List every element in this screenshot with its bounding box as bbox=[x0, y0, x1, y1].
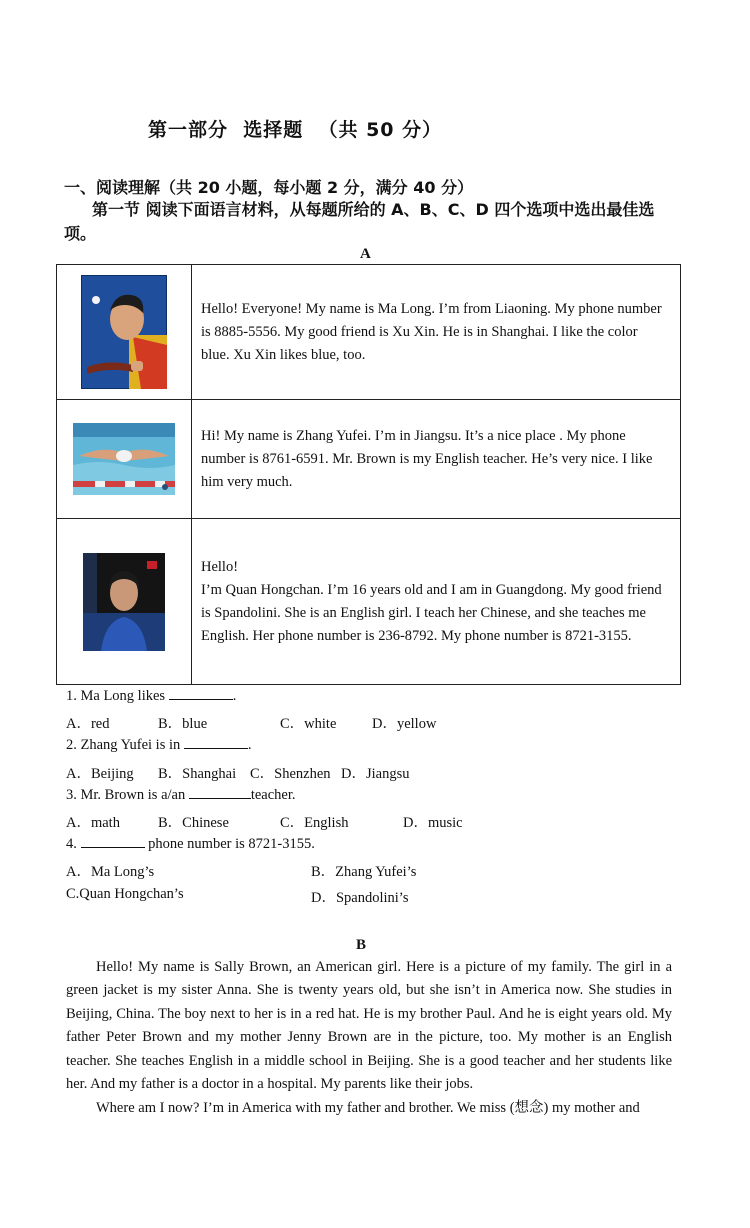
ma-long-text: Hello! Everyone! My name is Ma Long. I’m from Liaoning. My phone number is 8885-5556. My good friend is Xu Xin. He is in Shanghai. I like the color blue. Xu Xin likes blue, too. bbox=[201, 300, 662, 363]
ma-long-photo bbox=[81, 275, 167, 389]
q2-option-c: C．Shenzhen bbox=[250, 766, 331, 782]
q3-option-c: C．English bbox=[280, 815, 349, 831]
passage-b-paragraph-1: Hello! My name is Sally Brown, an American girl. Here is a picture of my family. The girl in a green jacket is my sister Anna. She is twenty years old, but she isn’t in America now. She studies in Beijing, China. The boy next to her is in a red hat. He is my brother Paul. And he is eight years old. My father Peter Brown and my mother Jenny Brown are in the picture, too. My mother is an English teacher. She teaches English in a middle school in Beijing. She is a good teacher and her students like her. And my father is a doctor in a hospital. My parents like their jobs. bbox=[66, 959, 672, 1093]
quan-hongchan-photo bbox=[83, 553, 165, 651]
q4-option-b: B．Zhang Yufei’s bbox=[311, 864, 417, 880]
profile-table bbox=[56, 264, 681, 685]
q1-option-a: A．red bbox=[66, 716, 110, 732]
photo-cell bbox=[57, 400, 192, 519]
photo-cell bbox=[57, 265, 192, 400]
q3-option-a: A．math bbox=[66, 815, 120, 831]
profile-row-zhang-yufei bbox=[57, 400, 681, 519]
question-2: 2. Zhang Yufei is in . bbox=[66, 737, 252, 753]
question-1: 1. Ma Long likes . bbox=[66, 688, 237, 704]
q1-option-d: D．yellow bbox=[372, 716, 437, 732]
q2-option-b: B．Shanghai bbox=[158, 766, 237, 782]
q3-option-b: B．Chinese bbox=[158, 815, 229, 831]
q1-option-c: C．white bbox=[280, 716, 337, 732]
q4-option-d: D．Spandolini’s bbox=[311, 890, 409, 906]
subsection-title: 第一节 阅读下面语言材料，从每题所给的 A、B、C、D 四个选项中选出最佳选项。 bbox=[64, 200, 655, 243]
question-3: 3. Mr. Brown is a/an teacher. bbox=[66, 787, 296, 803]
q3-option-d: D．music bbox=[403, 815, 463, 831]
q2-option-d: D．Jiangsu bbox=[341, 766, 410, 782]
photo-cell bbox=[57, 519, 192, 685]
quan-hongchan-greeting: Hello! bbox=[201, 558, 239, 575]
answer-blank bbox=[169, 699, 233, 700]
passage-b-label: B bbox=[356, 937, 367, 953]
passage-a-label: A bbox=[360, 246, 371, 262]
q4-option-c: C.Quan Hongchan’s bbox=[66, 886, 184, 902]
profile-text-cell bbox=[192, 519, 681, 685]
q4-option-a: A．Ma Long’s bbox=[66, 864, 155, 880]
answer-blank bbox=[184, 748, 248, 749]
section-title: 一、阅读理解（共 20 小题，每小题 2 分，满分 40 分） bbox=[64, 178, 474, 197]
profile-text-cell bbox=[192, 265, 681, 400]
answer-blank bbox=[81, 847, 145, 848]
q2-option-a: A．Beijing bbox=[66, 766, 134, 782]
zhang-yufei-photo bbox=[73, 423, 175, 495]
profile-row-ma-long bbox=[57, 265, 681, 400]
passage-b-paragraph-2: Where am I now? I’m in America with my father and brother. We miss (想念) my mother and bbox=[96, 1100, 640, 1116]
quan-hongchan-text: I’m Quan Hongchan. I’m 16 years old and I am in Guangdong. My good friend is Spandolini. She is an English girl. I teach her Chinese, and she teaches me English. Her phone number is 236-8792. My phone number is 8721-3155. bbox=[201, 581, 662, 644]
profile-text-cell bbox=[192, 400, 681, 519]
profile-row-quan-hongchan bbox=[57, 519, 681, 685]
part-title: 第一部分 选择题 （共 50 分） bbox=[148, 119, 443, 141]
question-4: 4. phone number is 8721-3155. bbox=[66, 836, 315, 852]
q1-option-b: B．blue bbox=[158, 716, 208, 732]
answer-blank bbox=[189, 798, 251, 799]
zhang-yufei-text: Hi! My name is Zhang Yufei. I’m in Jiangsu. It’s a nice place . My phone number is 8761-6591. Mr. Brown is my English teacher. He’s very nice. I like him very much. bbox=[201, 427, 653, 490]
